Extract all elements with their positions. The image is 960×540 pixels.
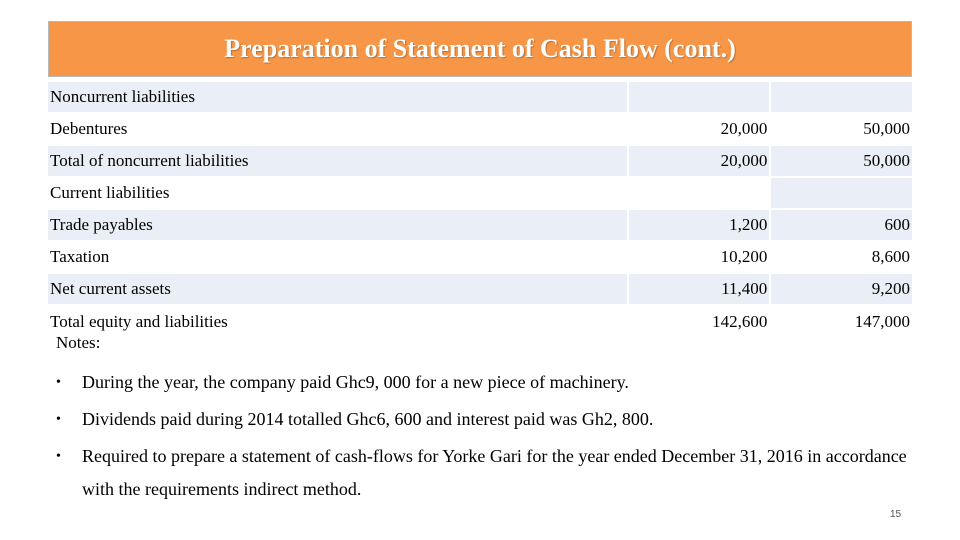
note-text: Required to prepare a statement of cash-flows for Yorke Gari for the year ended December 31, 2016 in accordance with the requirements indirect method. <box>82 446 907 499</box>
row-label: Current liabilities <box>48 178 627 208</box>
note-text: Dividends paid during 2014 totalled Ghc6, 600 and interest paid was Gh2, 800. <box>82 409 654 429</box>
table-row <box>48 114 912 144</box>
table-row <box>48 306 912 342</box>
table-row <box>48 178 912 208</box>
bullet-icon: • <box>56 375 61 390</box>
value-cell-2: 147,000 <box>771 306 912 342</box>
table-row <box>48 210 912 240</box>
list-item <box>56 366 916 399</box>
title-banner <box>48 21 912 77</box>
bullet-icon: • <box>56 412 61 427</box>
value-cell-2: 50,000 <box>771 146 912 176</box>
page-number: 15 <box>890 509 902 520</box>
value-cell-1: 20,000 <box>629 114 770 144</box>
value-cell-1 <box>629 178 770 208</box>
value-cell-1: 1,200 <box>629 210 770 240</box>
row-label: Taxation <box>48 242 627 272</box>
value-cell-1: 142,600 <box>629 306 770 342</box>
table-row <box>48 82 912 112</box>
row-label: Total of noncurrent liabilities <box>48 146 627 176</box>
list-item <box>56 403 916 436</box>
row-label: Trade payables <box>48 210 627 240</box>
value-cell-1 <box>629 82 770 112</box>
value-cell-2 <box>771 82 912 112</box>
value-cell-2 <box>771 178 912 208</box>
value-cell-2: 8,600 <box>771 242 912 272</box>
list-item <box>56 440 916 506</box>
value-cell-2: 9,200 <box>771 274 912 304</box>
bullet-icon: • <box>56 449 61 464</box>
table-row <box>48 242 912 272</box>
value-cell-1: 20,000 <box>629 146 770 176</box>
row-label: Noncurrent liabilities <box>48 82 627 112</box>
notes-label: Notes: <box>56 333 101 352</box>
note-text: During the year, the company paid Ghc9, 000 for a new piece of machinery. <box>82 372 629 392</box>
table-row <box>48 274 912 304</box>
notes-list <box>56 366 916 510</box>
table-row <box>48 146 912 176</box>
value-cell-2: 600 <box>771 210 912 240</box>
value-cell-2: 50,000 <box>771 114 912 144</box>
value-cell-1: 11,400 <box>629 274 770 304</box>
row-label: Total equity and liabilities <box>48 306 627 342</box>
liabilities-table <box>48 80 912 344</box>
value-cell-1: 10,200 <box>629 242 770 272</box>
slide-title: Preparation of Statement of Cash Flow (cont.) <box>224 34 736 63</box>
row-label: Debentures <box>48 114 627 144</box>
row-label: Net current assets <box>48 274 627 304</box>
